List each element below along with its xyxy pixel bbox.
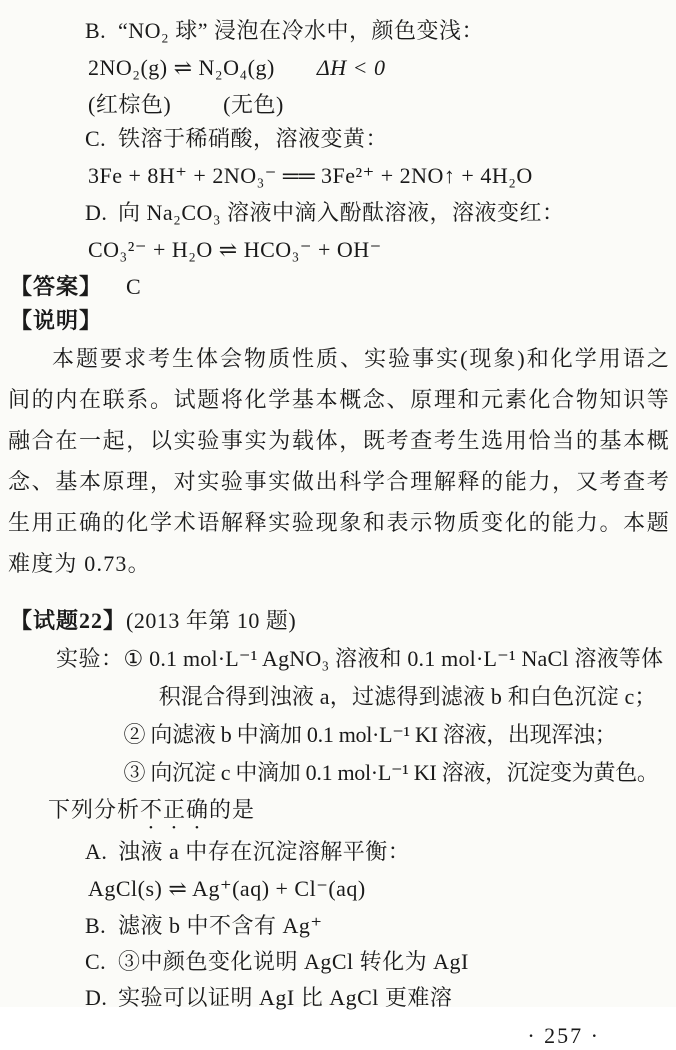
option-label: D. (85, 985, 108, 1010)
option-line (85, 196, 670, 230)
option-label: B. (85, 18, 107, 43)
equation-text: 3Fe + 8H⁺ + 2NO₃⁻ ══ 3Fe²⁺ + 2NO↑ + 4H₂O (88, 163, 533, 188)
answer-row (10, 270, 670, 304)
option-text: 滤液 b 中不含有 Ag⁺ (118, 913, 323, 938)
option-line (85, 980, 670, 1016)
option-text: 浊液 a 中存在沉淀溶解平衡： (118, 839, 411, 864)
option-label: A. (85, 839, 108, 864)
q21-option-d (85, 196, 670, 270)
q22-option-b (85, 908, 670, 944)
option-text: “NO₂ 球” 浸泡在冷水中，颜色变浅： (118, 18, 484, 43)
option-text: 实验可以证明 AgI 比 AgCl 更难溶 (118, 985, 453, 1010)
enthalpy-note: ΔH < 0 (316, 55, 386, 80)
option-label: C. (85, 126, 107, 151)
q21-option-c (85, 122, 670, 196)
chem-equation-agcl (88, 870, 670, 908)
question-source: (2013 年第 10 题) (126, 608, 297, 633)
question-stem (48, 792, 670, 834)
q22-option-d (85, 980, 670, 1016)
experiment-step-2: ② 向滤液 b 中滴加 0.1 mol·L⁻¹ KI 溶液，出现浑浊； (123, 722, 617, 747)
chem-equation-no2 (88, 48, 670, 88)
q22-option-a (85, 834, 670, 908)
option-text: ③中颜色变化说明 AgCl 转化为 AgI (118, 949, 469, 974)
option-label: B. (85, 913, 107, 938)
option-line (85, 122, 670, 156)
color-label-red-brown: (红棕色) (88, 92, 172, 117)
equation-text: 2NO₂(g) ⇌ N₂O₄(g) (88, 55, 275, 80)
option-line (85, 908, 670, 944)
color-label-colorless: (无色) (223, 92, 284, 117)
experiment-step-1: ① 0.1 mol·L⁻¹ AgNO₃ 溶液和 0.1 mol·L⁻¹ NaCl 溶液等体积混合得到浊液 a，过滤得到滤液 b 和白色沉淀 c； (123, 646, 664, 709)
q22-option-c (85, 944, 670, 980)
color-annotation (88, 88, 670, 122)
answer-value: C (126, 274, 141, 299)
question-22 (8, 604, 670, 1016)
chem-equation-co3 (88, 230, 670, 270)
stem-emphasis: 不正确 (140, 797, 210, 822)
option-label: C. (85, 949, 107, 974)
option-text: 向 Na₂CO₃ 溶液中滴入酚酞溶液，溶液变红： (118, 200, 565, 225)
experiment-step-3: ③ 向沉淀 c 中滴加 0.1 mol·L⁻¹ KI 溶液，沉淀变为黄色。 (123, 760, 659, 785)
chem-equation-fe (88, 156, 670, 196)
experiment-steps (124, 640, 670, 792)
equation-text: CO₃²⁻ + H₂O ⇌ HCO₃⁻ + OH⁻ (88, 237, 382, 262)
option-line (85, 944, 670, 980)
q22-header (10, 604, 670, 638)
answer-label: 【答案】 (10, 274, 103, 299)
explanation-paragraph: 本题要求考生体会物质性质、实验事实(现象)和化学用语之间的内在联系。试题将化学基本概念、原理和元素化合物知识等融合在一起，以实验事实为载体，既考查考生选用恰当的基本概念、基本原理，对实验事实做出科学合理解释的能力，又考查考生用正确的化学术语解释实验现象和表示物质变化的能力。本题难度为 0.73。 (8, 346, 670, 576)
experiment-label: 实验： (56, 646, 124, 671)
page-number: · 257 · (527, 1023, 600, 1048)
stem-prefix: 下列分析 (48, 797, 141, 822)
option-label: D. (85, 200, 108, 225)
option-text: 铁溶于稀硝酸，溶液变黄： (118, 126, 389, 151)
question-number: 【试题22】 (10, 608, 127, 633)
stem-suffix: 的是 (209, 797, 256, 822)
option-line (85, 834, 670, 870)
q21-option-b (85, 14, 670, 122)
experiment-row (56, 640, 670, 792)
option-line (85, 14, 670, 48)
explanation-header: 【说明】 (10, 308, 103, 333)
equation-text: AgCl(s) ⇌ Ag⁺(aq) + Cl⁻(aq) (88, 876, 366, 901)
